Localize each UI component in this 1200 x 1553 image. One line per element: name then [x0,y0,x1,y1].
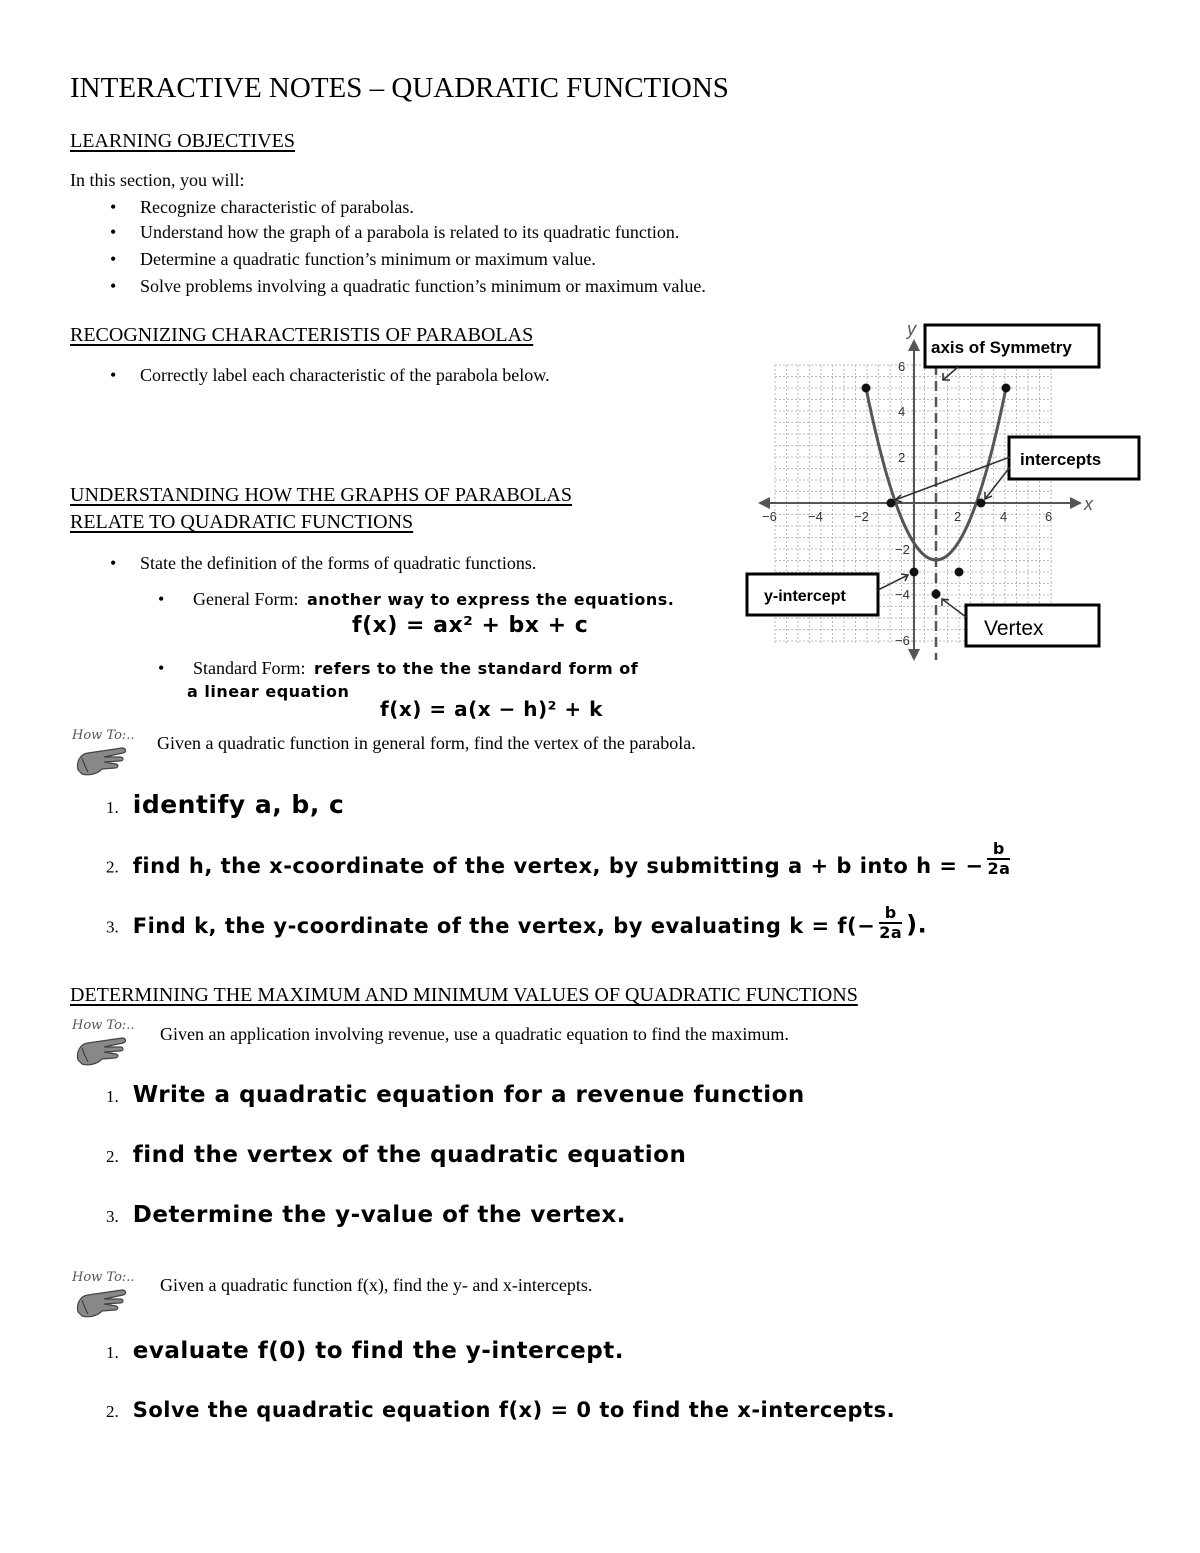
general-form-answer: another way to express the equations. [306,590,675,609]
parabola-point [955,568,964,577]
x-axis-right-arrow [1070,497,1082,509]
howto-label: How To:.. [72,1270,135,1285]
howto-revenue-prompt: Given an application involving revenue, use a quadratic equation to find the maximum. [160,1024,789,1044]
recognizing-heading: RECOGNIZING CHARACTERISTIS OF PARABOLAS [70,324,534,346]
standard-form-label: Standard Form: [193,658,306,678]
howto-vertex-step [106,839,1011,888]
step-text: identify a, b, c [132,790,345,819]
pointing-hand-icon [74,1034,134,1068]
step-number: 2. [106,1402,119,1421]
x-tick-label: −2 [854,509,869,524]
parabola-graph [740,315,1180,665]
howto-icon [72,1270,152,1320]
step-text: Write a quadratic equation for a revenue function [132,1082,805,1108]
determining-heading: DETERMINING THE MAXIMUM AND MINIMUM VALUES OF QUADRATIC FUNCTIONS [70,984,858,1006]
x-tick-label: −6 [762,509,777,524]
recognizing-bullet: • Correctly label each characteristic of the parabola below. [110,365,550,385]
vertex-pointer-arrow [942,599,966,617]
vertex-label: Vertex [984,617,1044,640]
standard-form-formula: f(x) = a(x − h)² + k [380,697,603,721]
howto-vertex-step [106,790,344,819]
howto-vertex-prompt: Given a quadratic function in general form, find the vertex of the parabola. [157,733,696,753]
howto-intercepts-prompt: Given a quadratic function f(x), find the y- and x-intercepts. [160,1275,593,1295]
step-number: 2. [106,857,119,877]
pointing-hand-icon [74,744,134,778]
fraction-denominator: 2a [879,923,903,942]
y-intercept-label: y-intercept [764,588,846,605]
step-text: Determine the y-value of the vertex. [132,1202,626,1228]
standard-form-answer-continued: a linear equation [187,682,350,701]
y-tick-label: −2 [895,542,910,557]
pointing-hand-icon [74,1286,134,1320]
fraction-b-over-2a [987,840,1010,878]
general-form-formula: f(x) = ax² + bx + c [352,613,589,638]
step-text: find the vertex of the quadratic equation [132,1142,687,1168]
x-tick-label: 2 [954,509,962,524]
x-tick-label: −4 [808,509,823,524]
step-number: 1. [106,798,119,817]
y-tick-label: 6 [898,359,906,374]
understanding-heading-line1: UNDERSTANDING HOW THE GRAPHS OF PARABOLAS [70,484,572,506]
x-tick-label: 6 [1045,509,1053,524]
step-number: 1. [106,1087,119,1106]
step-number: 2. [106,1147,119,1166]
howto-intercepts-step [106,1398,895,1422]
howto-intercepts-step [106,1338,624,1364]
intercepts-label: intercepts [1020,450,1102,469]
objectives-intro: In this section, you will: [70,170,245,190]
howto-icon [72,1018,152,1068]
standard-form-row [158,658,639,679]
y-tick-label: 4 [898,404,906,419]
step-text-tail: ). [906,910,928,939]
step-number: 3. [106,917,119,937]
howto-revenue-step [106,1142,686,1168]
x-intercept-pointer-arrow [895,457,1010,500]
objective-item: • Understand how the graph of a parabola is related to its quadratic function. [110,222,680,242]
general-form-label: General Form: [193,589,299,609]
parabola-point [862,384,871,393]
fraction-b-over-2a [879,904,902,942]
sub-bullet: • [158,589,165,609]
fraction-denominator: 2a [987,859,1011,878]
x-tick-label: 4 [1000,509,1008,524]
understanding-heading-line2: RELATE TO QUADRATIC FUNCTIONS [70,511,414,533]
howto-label: How To:.. [72,1018,135,1033]
x-axis-label: x [1084,494,1093,514]
vertex-point [932,590,941,599]
objectives-heading: LEARNING OBJECTIVES [70,130,295,152]
step-text: Solve the quadratic equation f(x) = 0 to find the x-intercepts. [132,1398,896,1422]
y-tick-label: 2 [898,450,906,465]
axis-of-symmetry-label: axis of Symmetry [931,338,1072,357]
sub-bullet: • [158,658,165,678]
y-axis-up-arrow [908,339,920,351]
fraction-numerator: b [879,904,902,924]
fraction-numerator: b [987,840,1010,860]
y-intercept-point [910,568,919,577]
objective-item: • Determine a quadratic function’s minimum or maximum value. [110,249,596,269]
step-text: evaluate f(0) to find the y-intercept. [132,1338,624,1364]
step-number: 1. [106,1343,119,1362]
parabola-point [1002,384,1011,393]
howto-icon [72,728,152,778]
step-text: find h, the x-coordinate of the vertex, by submitting a + b into h = − [132,853,984,878]
x-intercept-point [977,499,986,508]
x-axis-left-arrow [758,497,770,509]
howto-label: How To:.. [72,728,135,743]
understanding-bullet: • State the definition of the forms of quadratic functions. [110,553,537,573]
page-title: INTERACTIVE NOTES – QUADRATIC FUNCTIONS [70,72,729,104]
x-intercept-pointer-arrow [985,467,1010,499]
axis-pointer-arrow [943,367,958,380]
general-form-row [158,589,675,610]
howto-revenue-step [106,1202,626,1228]
howto-revenue-step [106,1082,805,1108]
objective-item: • Recognize characteristic of parabolas. [110,197,414,217]
standard-form-answer: refers to the the standard form of [314,659,639,678]
objective-item: • Solve problems involving a quadratic function’s minimum or maximum value. [110,276,706,296]
step-text: Find k, the y-coordinate of the vertex, by evaluating k = f(− [132,913,876,938]
y-tick-label: −4 [895,587,910,602]
y-tick-label: −6 [895,633,910,648]
step-number: 3. [106,1207,119,1226]
howto-vertex-step [106,903,928,948]
y-axis-label: y [907,319,916,339]
y-axis-down-arrow [908,649,920,661]
